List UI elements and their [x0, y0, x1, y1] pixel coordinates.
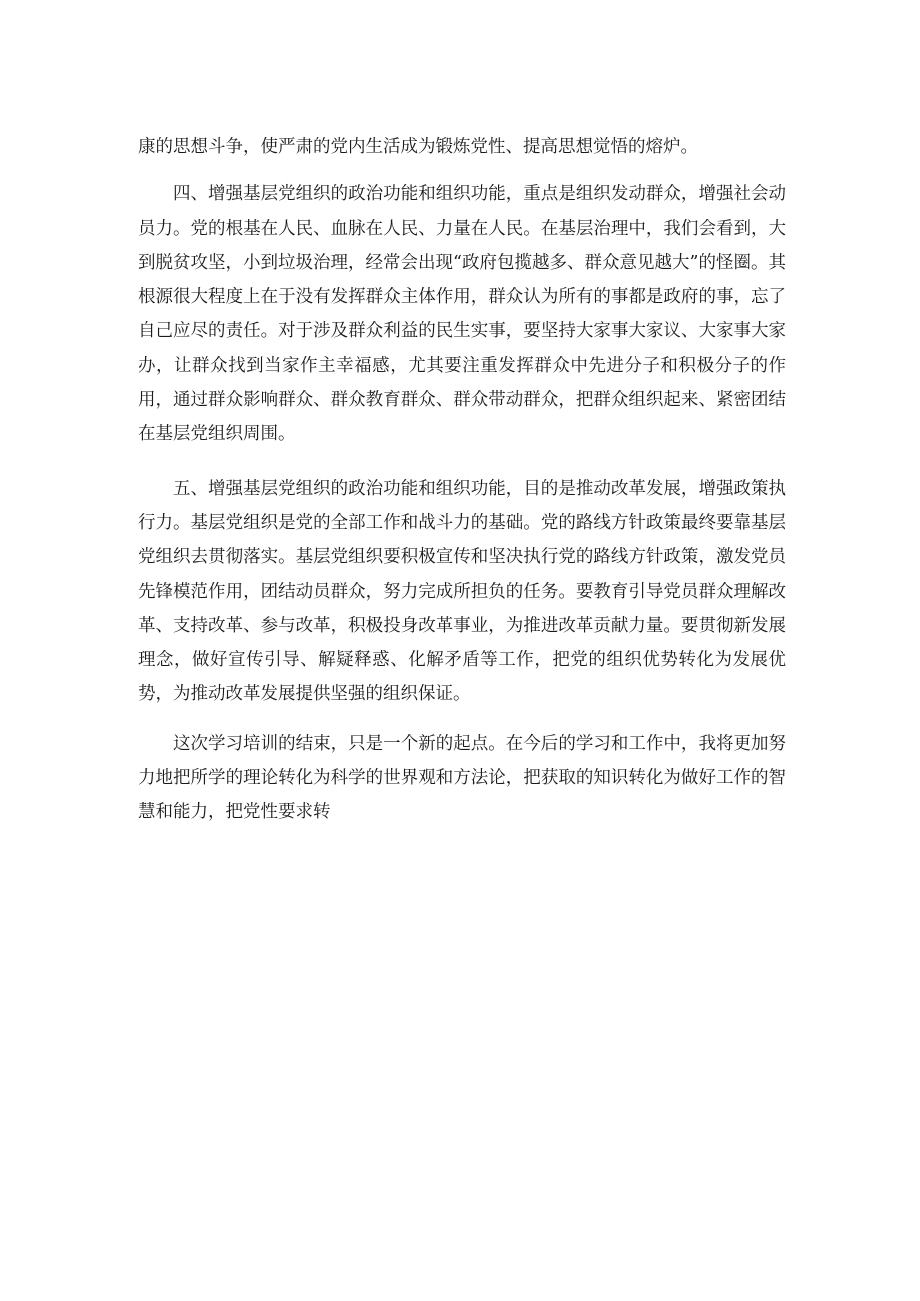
paragraph-conclusion: 这次学习培训的结束，只是一个新的起点。在今后的学习和工作中，我将更加努力地把所学的理论转化为科学的世界观和方法论，把获取的知识转化为做好工作的智慧和能力，把党性要求转 [138, 733, 786, 823]
paragraph-section-five: 五、增强基层党组织的政治功能和组织功能，目的是推动改革发展，增强政策执行力。基层党组织是党的全部工作和战斗力的基础。党的路线方针政策最终要靠基层党组织去贯彻落实。基层党组织要积极宣传和坚决执行党的路线方针政策，激发党员先锋模范作用，团结动员群众，努力完成所担负的任务。要教育引导党员群众理解改革、支持改革、参与改革，积极投身改革事业，为推进改革贡献力量。要贯彻新发展理念，做好宣传引导、解疑释惑、化解矛盾等工作，把党的组织优势转化为发展优势，为推动改革发展提供坚强的组织保证。 [138, 478, 786, 705]
paragraph-continuation: 康的思想斗争，使严肃的党内生活成为锻炼党性、提高思想觉悟的熔炉。 [138, 137, 698, 157]
document-body [138, 130, 786, 830]
paragraph-section-four: 四、增强基层党组织的政治功能和组织功能，重点是组织发动群众，增强社会动员力。党的根基在人民、血脉在人民、力量在人民。在基层治理中，我们会看到，大到脱贫攻坚，小到垃圾治理，经常会出现“政府包揽越多、群众意见越大”的怪圈。其根源很大程度上在于没有发挥群众主体作用，群众认为所有的事都是政府的事，忘了自己应尽的责任。对于涉及群众利益的民生实事，要坚持大家事大家议、大家事大家办，让群众找到当家作主幸福感，尤其要注重发挥群众中先进分子和积极分子的作用，通过群众影响群众、群众教育群众、群众带动群众，把群众组织起来、紧密团结在基层党组织周围。 [138, 184, 786, 445]
